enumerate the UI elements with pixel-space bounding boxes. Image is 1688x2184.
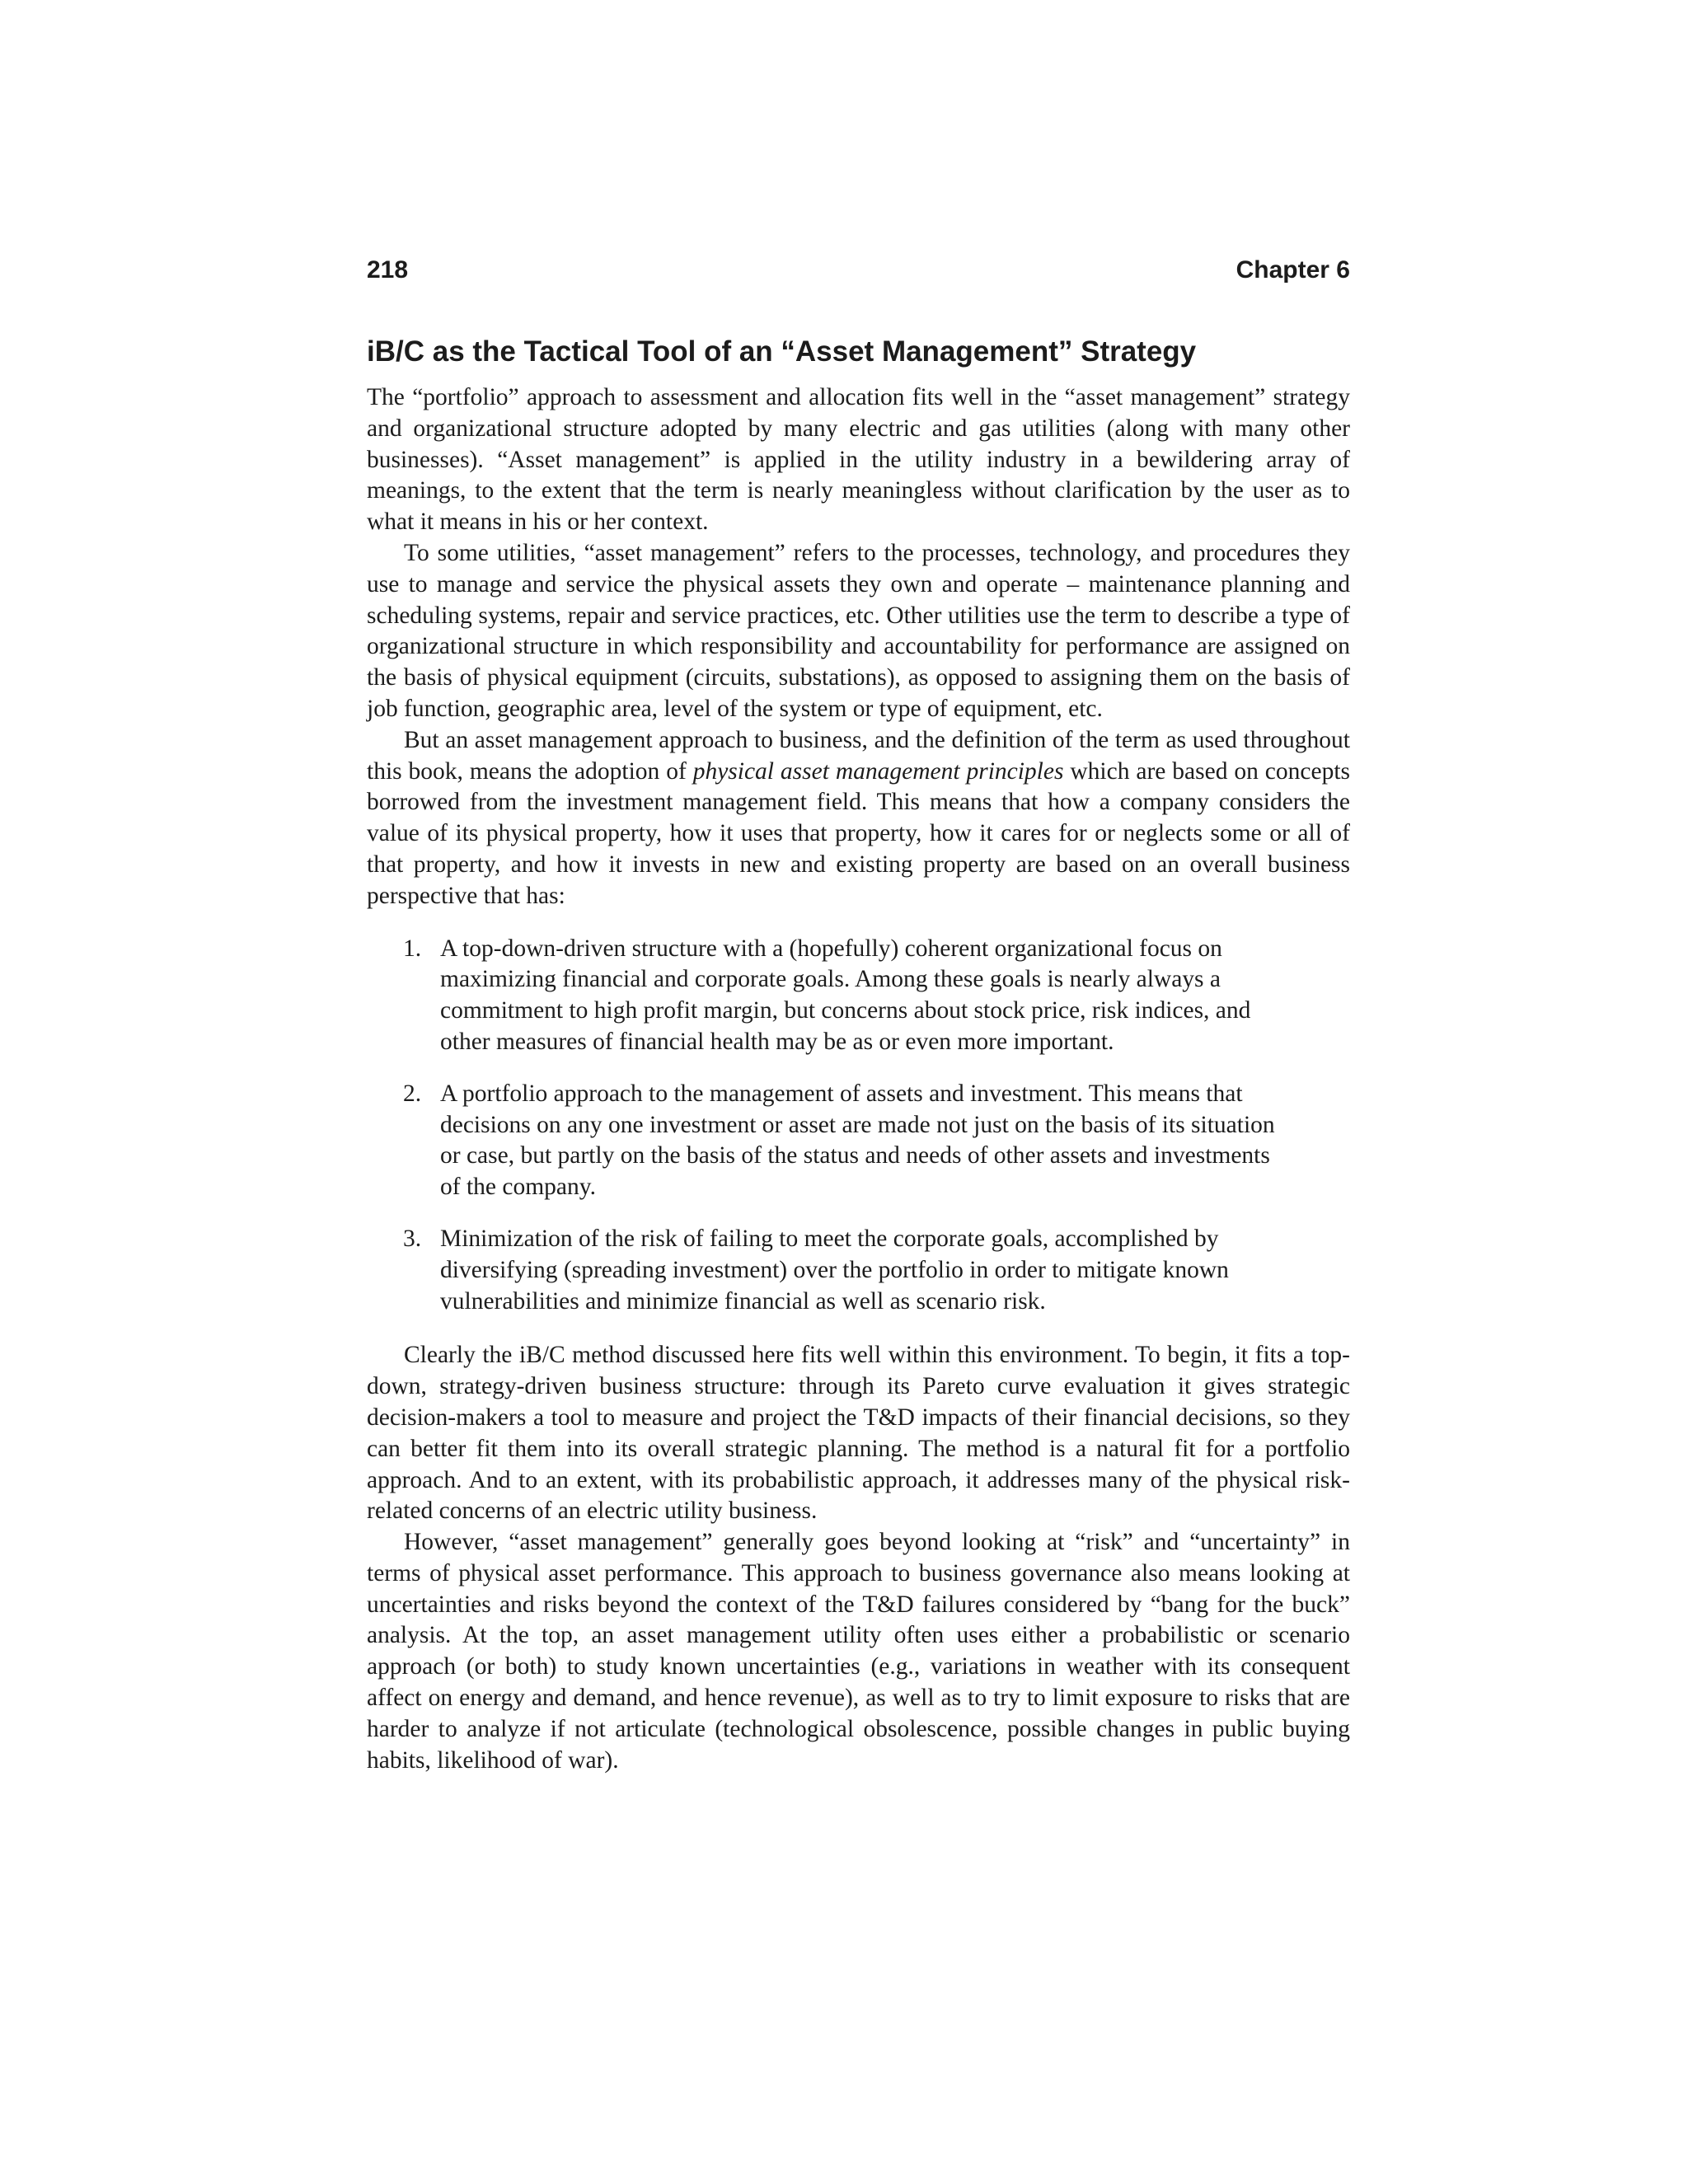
list-item-text: A portfolio approach to the management of assets and investment. This means that decisions on any one investment or asset are made not just on the basis of its situation or case, but partly on the basis of the status and needs of other assets and investments of the company. xyxy=(440,1080,1275,1201)
page-number: 218 xyxy=(367,256,409,284)
list-marker: 1. xyxy=(403,935,422,962)
list-item xyxy=(403,934,1277,1058)
paragraph-portfolio-approach: The “portfolio” approach to assessment and allocation fits well in the “asset management” strategy and organizational structure adopted by many electric and gas utilities (along with many other businesses). “Asset management” is applied in the utility industry in a bewildering array of meanings, to the extent that the term is nearly meaningless without clarification by the user as to what it means in his or her context. xyxy=(367,384,1350,536)
paragraph-text-end: which are based on concepts borrowed from the investment management field. This means that how a company considers the value of its physical property, how it uses that property, how it cares for or neglects some or all of that property, and how it invests in new and existing property are based on an overall business perspective that has: xyxy=(367,757,1351,909)
paragraph-text-start: But an asset management approach to business, and the definition of the term as used throughout this book, means the adoption of xyxy=(367,726,1350,785)
chapter-label: Chapter 6 xyxy=(1236,256,1350,284)
paragraph-asset-management-meanings: To some utilities, “asset management” refers to the processes, technology, and procedures they use to manage and service the physical assets they own and operate – maintenance planning and scheduling systems, repair and service practices, etc. Other utilities use the term to describe a type of organizational structure in which responsibility and accountability for performance are assigned on the basis of physical equipment (circuits, substations), as opposed to assigning them on the basis of job function, geographic area, level of the system or type of equipment, etc. xyxy=(367,539,1350,722)
list-item-text: Minimization of the risk of failing to meet the corporate goals, accomplished by diversifying (spreading investment) over the portfolio in order to mitigate known vulnerabilities and minimize financial as well as scenario risk. xyxy=(440,1225,1229,1315)
section-heading: iB/C as the Tactical Tool of an “Asset Management” Strategy xyxy=(367,335,1197,368)
body-text xyxy=(367,382,1350,1776)
list-item-text: A top-down-driven structure with a (hopefully) coherent organizational focus on maximizing financial and corporate goals. Among these goals is nearly always a commitment to high profit margin, but concerns about stock price, risk indices, and other measures of financial health may be as or even more important. xyxy=(440,935,1251,1055)
paragraph-physical-asset-principles xyxy=(367,725,1350,912)
list-item xyxy=(403,1224,1277,1317)
list-marker: 3. xyxy=(403,1225,422,1252)
running-head xyxy=(367,252,1350,288)
paragraph-risk-uncertainty: However, “asset management” generally goes beyond looking at “risk” and “uncertainty” in terms of physical asset performance. This approach to business governance also means looking at uncertainties and risks beyond the context of the T&D failures considered by “bang for the buck” analysis. At the top, an asset management utility often uses either a probabilistic or scenario approach (or both) to study known uncertainties (e.g., variations in weather with its consequent affect on energy and demand, and hence revenue), as well as to try to limit exposure to risks that are harder to analyze if not articulate (technological obsolescence, possible changes in public buying habits, likelihood of war). xyxy=(367,1529,1350,1774)
list-marker: 2. xyxy=(403,1080,422,1107)
list-item xyxy=(403,1079,1277,1203)
numbered-list xyxy=(367,934,1350,1318)
emphasized-term: physical asset management principles xyxy=(692,757,1064,785)
paragraph-ibc-method-fit: Clearly the iB/C method discussed here fits well within this environment. To begin, it fits a top-down, strategy-driven business structure: through its Pareto curve evaluation it gives strategic decision-makers a tool to measure and project the T&D impacts of their financial decisions, so they can better fit them into its overall strategic planning. The method is a natural fit for a portfolio approach. And to an extent, with its probabilistic approach, it addresses many of the physical risk-related concerns of an electric utility business. xyxy=(367,1342,1350,1525)
